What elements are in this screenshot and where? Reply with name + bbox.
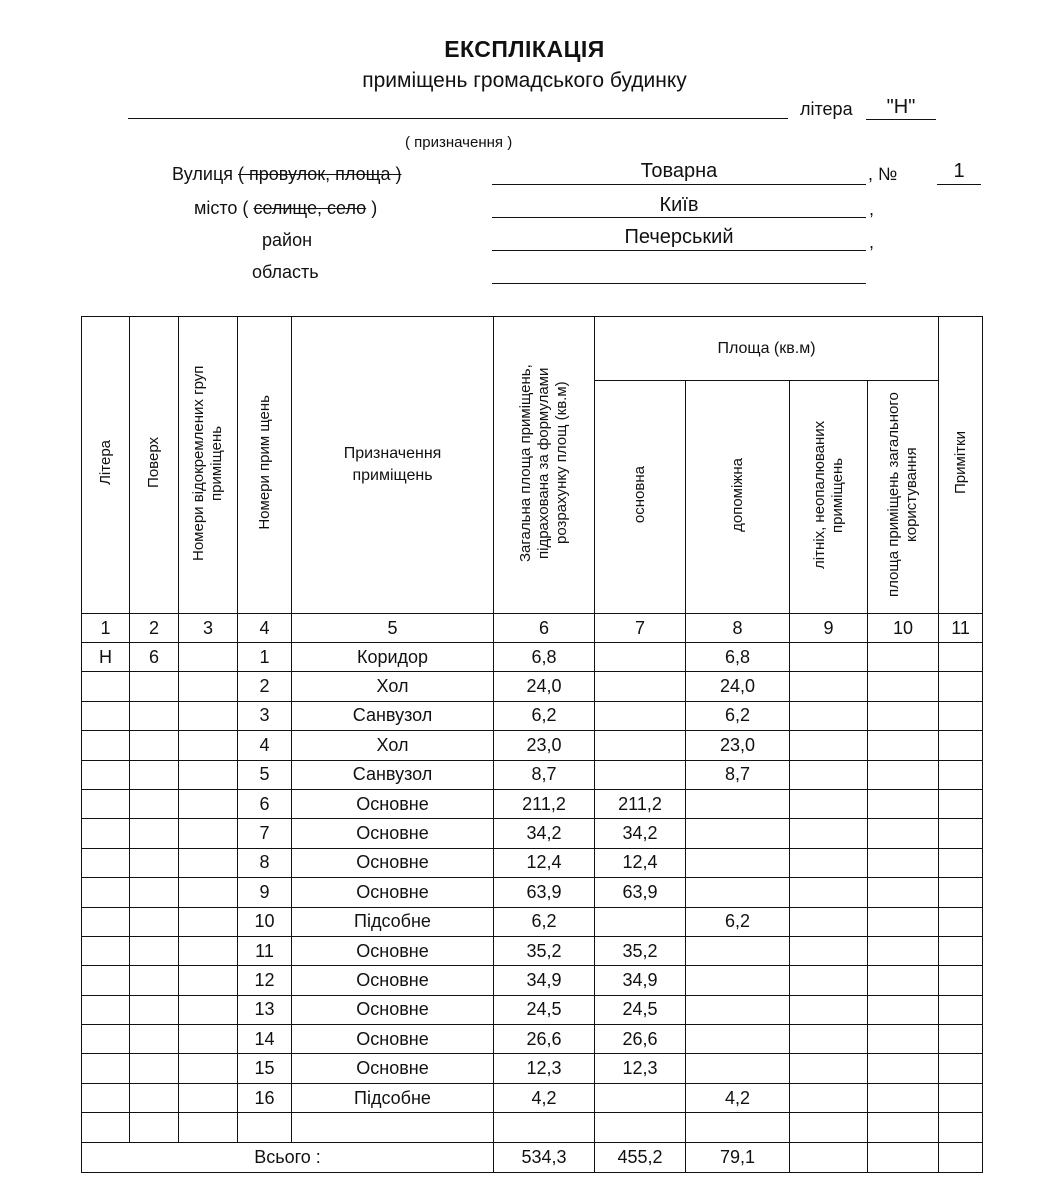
table-row bbox=[82, 789, 983, 818]
cell-notes bbox=[939, 1025, 983, 1054]
column-number: 8 bbox=[686, 614, 790, 643]
cell-litera bbox=[82, 1025, 130, 1054]
totals-total-area: 534,3 bbox=[494, 1142, 595, 1172]
cell-common-area bbox=[868, 789, 939, 818]
table-row bbox=[82, 701, 983, 730]
cell-purpose: Основне bbox=[292, 1054, 494, 1083]
cell-summer-area bbox=[790, 1083, 868, 1112]
cell-purpose: Основне bbox=[292, 789, 494, 818]
cell-summer-area bbox=[790, 995, 868, 1024]
cell-main-area: 12,4 bbox=[595, 848, 686, 877]
cell-purpose: Основне bbox=[292, 936, 494, 965]
column-number: 7 bbox=[595, 614, 686, 643]
cell-notes bbox=[939, 848, 983, 877]
cell-common-area bbox=[868, 760, 939, 789]
cell-floor bbox=[130, 1083, 179, 1112]
cell-group bbox=[179, 1113, 238, 1142]
totals-row bbox=[82, 1142, 983, 1172]
table-row bbox=[82, 995, 983, 1024]
cell-litera bbox=[82, 878, 130, 907]
cell-aux-area bbox=[686, 878, 790, 907]
cell-notes bbox=[939, 995, 983, 1024]
cell-notes bbox=[939, 643, 983, 672]
cell-purpose: Основне bbox=[292, 966, 494, 995]
cell-main-area: 34,2 bbox=[595, 819, 686, 848]
column-number: 2 bbox=[130, 614, 179, 643]
cell-room-number: 4 bbox=[238, 731, 292, 760]
totals-common-area bbox=[868, 1142, 939, 1172]
column-number: 11 bbox=[939, 614, 983, 643]
cell-floor bbox=[130, 731, 179, 760]
cell-main-area: 26,6 bbox=[595, 1025, 686, 1054]
cell-group bbox=[179, 701, 238, 730]
district-underline bbox=[492, 250, 866, 251]
cell-total-area: 12,3 bbox=[494, 1054, 595, 1083]
street-label bbox=[172, 164, 401, 185]
cell-room-number: 8 bbox=[238, 848, 292, 877]
column-number-row bbox=[82, 614, 983, 643]
cell-purpose: Коридор bbox=[292, 643, 494, 672]
cell-main-area bbox=[595, 760, 686, 789]
column-number: 5 bbox=[292, 614, 494, 643]
cell-litera bbox=[82, 907, 130, 936]
cell-common-area bbox=[868, 936, 939, 965]
cell-notes bbox=[939, 878, 983, 907]
litera-label: літера bbox=[800, 99, 853, 119]
number-label: , № bbox=[868, 164, 898, 184]
cell-litera bbox=[82, 1083, 130, 1112]
cell-total-area bbox=[494, 1113, 595, 1142]
header-area-group: Площа (кв.м) bbox=[595, 317, 939, 381]
cell-litera bbox=[82, 672, 130, 701]
cell-notes bbox=[939, 819, 983, 848]
cell-litera bbox=[82, 966, 130, 995]
cell-litera bbox=[82, 1113, 130, 1142]
cell-main-area bbox=[595, 731, 686, 760]
column-number: 4 bbox=[238, 614, 292, 643]
litera-value: "Н" bbox=[886, 96, 916, 118]
cell-total-area: 35,2 bbox=[494, 936, 595, 965]
table-body bbox=[82, 643, 983, 1143]
cell-common-area bbox=[868, 819, 939, 848]
cell-room-number: 5 bbox=[238, 760, 292, 789]
purpose-caption: ( призначення ) bbox=[405, 134, 513, 151]
explication-table bbox=[81, 316, 983, 1173]
cell-litera bbox=[82, 1054, 130, 1083]
header-groups: Номери відокремлених груп приміщень bbox=[179, 317, 238, 614]
city-label bbox=[194, 198, 377, 219]
cell-total-area: 34,2 bbox=[494, 819, 595, 848]
street-label-struck: ( провулок, площа ) bbox=[238, 164, 402, 184]
header-summer: літніх, неопалюваних приміщень bbox=[790, 381, 868, 614]
cell-room-number: 9 bbox=[238, 878, 292, 907]
cell-common-area bbox=[868, 966, 939, 995]
table-row bbox=[82, 760, 983, 789]
header-rooms: Номери прим щень bbox=[238, 317, 292, 614]
cell-purpose: Санвузол bbox=[292, 701, 494, 730]
document-subtitle: приміщень громадського будинку bbox=[362, 69, 687, 92]
cell-litera bbox=[82, 789, 130, 818]
cell-common-area bbox=[868, 701, 939, 730]
cell-room-number: 15 bbox=[238, 1054, 292, 1083]
number-underline bbox=[937, 184, 981, 185]
cell-main-area bbox=[595, 701, 686, 730]
cell-notes bbox=[939, 672, 983, 701]
cell-summer-area bbox=[790, 760, 868, 789]
district-comma: , bbox=[869, 232, 875, 252]
column-number: 10 bbox=[868, 614, 939, 643]
cell-purpose: Основне bbox=[292, 848, 494, 877]
cell-aux-area bbox=[686, 848, 790, 877]
cell-room-number: 6 bbox=[238, 789, 292, 818]
district-value: Печерський bbox=[624, 226, 734, 248]
column-number: 6 bbox=[494, 614, 595, 643]
cell-notes bbox=[939, 1054, 983, 1083]
cell-room-number: 16 bbox=[238, 1083, 292, 1112]
cell-notes bbox=[939, 701, 983, 730]
cell-floor bbox=[130, 789, 179, 818]
cell-floor bbox=[130, 1054, 179, 1083]
street-underline bbox=[492, 184, 866, 185]
header-common: площа приміщень загального користування bbox=[868, 381, 939, 614]
cell-group bbox=[179, 643, 238, 672]
table-row bbox=[82, 848, 983, 877]
cell-room-number: 10 bbox=[238, 907, 292, 936]
cell-notes bbox=[939, 731, 983, 760]
cell-common-area bbox=[868, 878, 939, 907]
totals-notes bbox=[939, 1142, 983, 1172]
header-purpose: Призначення приміщень bbox=[292, 317, 494, 614]
cell-notes bbox=[939, 1083, 983, 1112]
column-number: 1 bbox=[82, 614, 130, 643]
cell-main-area bbox=[595, 1083, 686, 1112]
cell-aux-area bbox=[686, 819, 790, 848]
column-number: 3 bbox=[179, 614, 238, 643]
cell-litera bbox=[82, 995, 130, 1024]
cell-summer-area bbox=[790, 878, 868, 907]
cell-group bbox=[179, 966, 238, 995]
cell-group bbox=[179, 760, 238, 789]
cell-floor bbox=[130, 966, 179, 995]
cell-group bbox=[179, 1025, 238, 1054]
cell-group bbox=[179, 789, 238, 818]
cell-purpose bbox=[292, 1113, 494, 1142]
cell-purpose: Підсобне bbox=[292, 1083, 494, 1112]
cell-common-area bbox=[868, 731, 939, 760]
cell-main-area bbox=[595, 1113, 686, 1142]
cell-notes bbox=[939, 936, 983, 965]
cell-room-number: 11 bbox=[238, 936, 292, 965]
cell-floor bbox=[130, 936, 179, 965]
cell-aux-area: 4,2 bbox=[686, 1083, 790, 1112]
city-label-close: ) bbox=[371, 198, 378, 218]
cell-room-number: 1 bbox=[238, 643, 292, 672]
cell-main-area: 24,5 bbox=[595, 995, 686, 1024]
cell-main-area: 35,2 bbox=[595, 936, 686, 965]
cell-floor bbox=[130, 701, 179, 730]
cell-summer-area bbox=[790, 1113, 868, 1142]
cell-common-area bbox=[868, 1025, 939, 1054]
cell-group bbox=[179, 1083, 238, 1112]
cell-total-area: 8,7 bbox=[494, 760, 595, 789]
region-underline bbox=[492, 283, 866, 284]
cell-total-area: 34,9 bbox=[494, 966, 595, 995]
cell-room-number: 2 bbox=[238, 672, 292, 701]
cell-common-area bbox=[868, 1054, 939, 1083]
cell-group bbox=[179, 848, 238, 877]
table-row bbox=[82, 1113, 983, 1142]
cell-room-number: 12 bbox=[238, 966, 292, 995]
city-label-struck: селище, село bbox=[253, 198, 367, 218]
table-row bbox=[82, 878, 983, 907]
cell-main-area: 211,2 bbox=[595, 789, 686, 818]
cell-aux-area bbox=[686, 936, 790, 965]
cell-room-number: 7 bbox=[238, 819, 292, 848]
cell-total-area: 24,5 bbox=[494, 995, 595, 1024]
totals-summer-area bbox=[790, 1142, 868, 1172]
cell-notes bbox=[939, 966, 983, 995]
header-total-area: Загальна площа приміщень, підрахована за формулами розрахунку площ (кв.м) bbox=[494, 317, 595, 614]
cell-common-area bbox=[868, 672, 939, 701]
cell-summer-area bbox=[790, 643, 868, 672]
cell-main-area: 34,9 bbox=[595, 966, 686, 995]
cell-summer-area bbox=[790, 848, 868, 877]
cell-litera bbox=[82, 731, 130, 760]
cell-total-area: 26,6 bbox=[494, 1025, 595, 1054]
city-label-text: місто ( bbox=[194, 198, 249, 218]
cell-main-area bbox=[595, 672, 686, 701]
cell-summer-area bbox=[790, 966, 868, 995]
column-number: 9 bbox=[790, 614, 868, 643]
cell-purpose: Хол bbox=[292, 672, 494, 701]
cell-total-area: 12,4 bbox=[494, 848, 595, 877]
cell-floor bbox=[130, 995, 179, 1024]
litera-underline bbox=[866, 119, 936, 120]
cell-purpose: Хол bbox=[292, 731, 494, 760]
cell-litera bbox=[82, 819, 130, 848]
cell-floor bbox=[130, 672, 179, 701]
cell-purpose: Основне bbox=[292, 819, 494, 848]
cell-notes bbox=[939, 1113, 983, 1142]
cell-floor bbox=[130, 1025, 179, 1054]
cell-floor bbox=[130, 1113, 179, 1142]
city-underline bbox=[492, 217, 866, 218]
cell-floor bbox=[130, 760, 179, 789]
table-row bbox=[82, 1083, 983, 1112]
cell-litera: Н bbox=[82, 643, 130, 672]
cell-summer-area bbox=[790, 819, 868, 848]
table-row bbox=[82, 907, 983, 936]
cell-summer-area bbox=[790, 672, 868, 701]
cell-summer-area bbox=[790, 1025, 868, 1054]
cell-floor bbox=[130, 907, 179, 936]
cell-purpose: Основне bbox=[292, 995, 494, 1024]
cell-group bbox=[179, 731, 238, 760]
cell-total-area: 6,2 bbox=[494, 701, 595, 730]
cell-aux-area bbox=[686, 995, 790, 1024]
cell-common-area bbox=[868, 1113, 939, 1142]
table-row bbox=[82, 966, 983, 995]
table-row bbox=[82, 1025, 983, 1054]
table-row bbox=[82, 731, 983, 760]
street-value: Товарна bbox=[640, 160, 718, 182]
cell-total-area: 211,2 bbox=[494, 789, 595, 818]
cell-aux-area: 23,0 bbox=[686, 731, 790, 760]
cell-aux-area: 24,0 bbox=[686, 672, 790, 701]
cell-litera bbox=[82, 848, 130, 877]
number-value: 1 bbox=[953, 160, 965, 182]
cell-common-area bbox=[868, 995, 939, 1024]
cell-room-number: 14 bbox=[238, 1025, 292, 1054]
cell-total-area: 6,2 bbox=[494, 907, 595, 936]
table-row bbox=[82, 936, 983, 965]
cell-notes bbox=[939, 760, 983, 789]
cell-litera bbox=[82, 701, 130, 730]
cell-aux-area: 6,2 bbox=[686, 701, 790, 730]
cell-group bbox=[179, 907, 238, 936]
table-row bbox=[82, 643, 983, 672]
cell-main-area: 12,3 bbox=[595, 1054, 686, 1083]
totals-main-area: 455,2 bbox=[595, 1142, 686, 1172]
cell-summer-area bbox=[790, 731, 868, 760]
cell-floor bbox=[130, 878, 179, 907]
cell-notes bbox=[939, 789, 983, 818]
cell-common-area bbox=[868, 848, 939, 877]
cell-aux-area: 6,8 bbox=[686, 643, 790, 672]
header-litera: Літера bbox=[82, 317, 130, 614]
cell-aux-area: 8,7 bbox=[686, 760, 790, 789]
cell-purpose: Підсобне bbox=[292, 907, 494, 936]
cell-main-area bbox=[595, 907, 686, 936]
cell-notes bbox=[939, 907, 983, 936]
cell-summer-area bbox=[790, 1054, 868, 1083]
street-label-text: Вулиця bbox=[172, 164, 234, 184]
cell-summer-area bbox=[790, 701, 868, 730]
totals-aux-area: 79,1 bbox=[686, 1142, 790, 1172]
cell-aux-area bbox=[686, 966, 790, 995]
header-auxiliary: допоміжна bbox=[686, 381, 790, 614]
cell-floor: 6 bbox=[130, 643, 179, 672]
cell-common-area bbox=[868, 907, 939, 936]
cell-group bbox=[179, 995, 238, 1024]
cell-purpose: Основне bbox=[292, 1025, 494, 1054]
cell-summer-area bbox=[790, 789, 868, 818]
header-notes: Примітки bbox=[939, 317, 983, 614]
cell-common-area bbox=[868, 643, 939, 672]
cell-room-number: 3 bbox=[238, 701, 292, 730]
document-title: ЕКСПЛІКАЦІЯ bbox=[444, 36, 605, 62]
cell-main-area: 63,9 bbox=[595, 878, 686, 907]
cell-summer-area bbox=[790, 936, 868, 965]
cell-aux-area bbox=[686, 1054, 790, 1083]
region-label: область bbox=[252, 262, 319, 282]
table-row bbox=[82, 1054, 983, 1083]
cell-common-area bbox=[868, 1083, 939, 1112]
totals-label: Всього : bbox=[82, 1142, 494, 1172]
table-row bbox=[82, 819, 983, 848]
city-value: Київ bbox=[659, 194, 699, 216]
cell-total-area: 63,9 bbox=[494, 878, 595, 907]
header-floor: Поверх bbox=[130, 317, 179, 614]
district-label: район bbox=[262, 230, 313, 250]
cell-room-number bbox=[238, 1113, 292, 1142]
cell-group bbox=[179, 672, 238, 701]
cell-summer-area bbox=[790, 907, 868, 936]
cell-total-area: 23,0 bbox=[494, 731, 595, 760]
cell-group bbox=[179, 936, 238, 965]
cell-aux-area bbox=[686, 789, 790, 818]
cell-main-area bbox=[595, 643, 686, 672]
cell-total-area: 6,8 bbox=[494, 643, 595, 672]
cell-aux-area: 6,2 bbox=[686, 907, 790, 936]
cell-aux-area bbox=[686, 1025, 790, 1054]
cell-group bbox=[179, 878, 238, 907]
cell-purpose: Санвузол bbox=[292, 760, 494, 789]
cell-room-number: 13 bbox=[238, 995, 292, 1024]
cell-litera bbox=[82, 936, 130, 965]
cell-total-area: 24,0 bbox=[494, 672, 595, 701]
cell-floor bbox=[130, 819, 179, 848]
cell-group bbox=[179, 819, 238, 848]
cell-litera bbox=[82, 760, 130, 789]
table-row bbox=[82, 672, 983, 701]
city-comma: , bbox=[869, 199, 875, 219]
cell-floor bbox=[130, 848, 179, 877]
cell-purpose: Основне bbox=[292, 878, 494, 907]
cell-group bbox=[179, 1054, 238, 1083]
cell-total-area: 4,2 bbox=[494, 1083, 595, 1112]
header-main: основна bbox=[595, 381, 686, 614]
cell-aux-area bbox=[686, 1113, 790, 1142]
purpose-underline bbox=[128, 118, 788, 119]
